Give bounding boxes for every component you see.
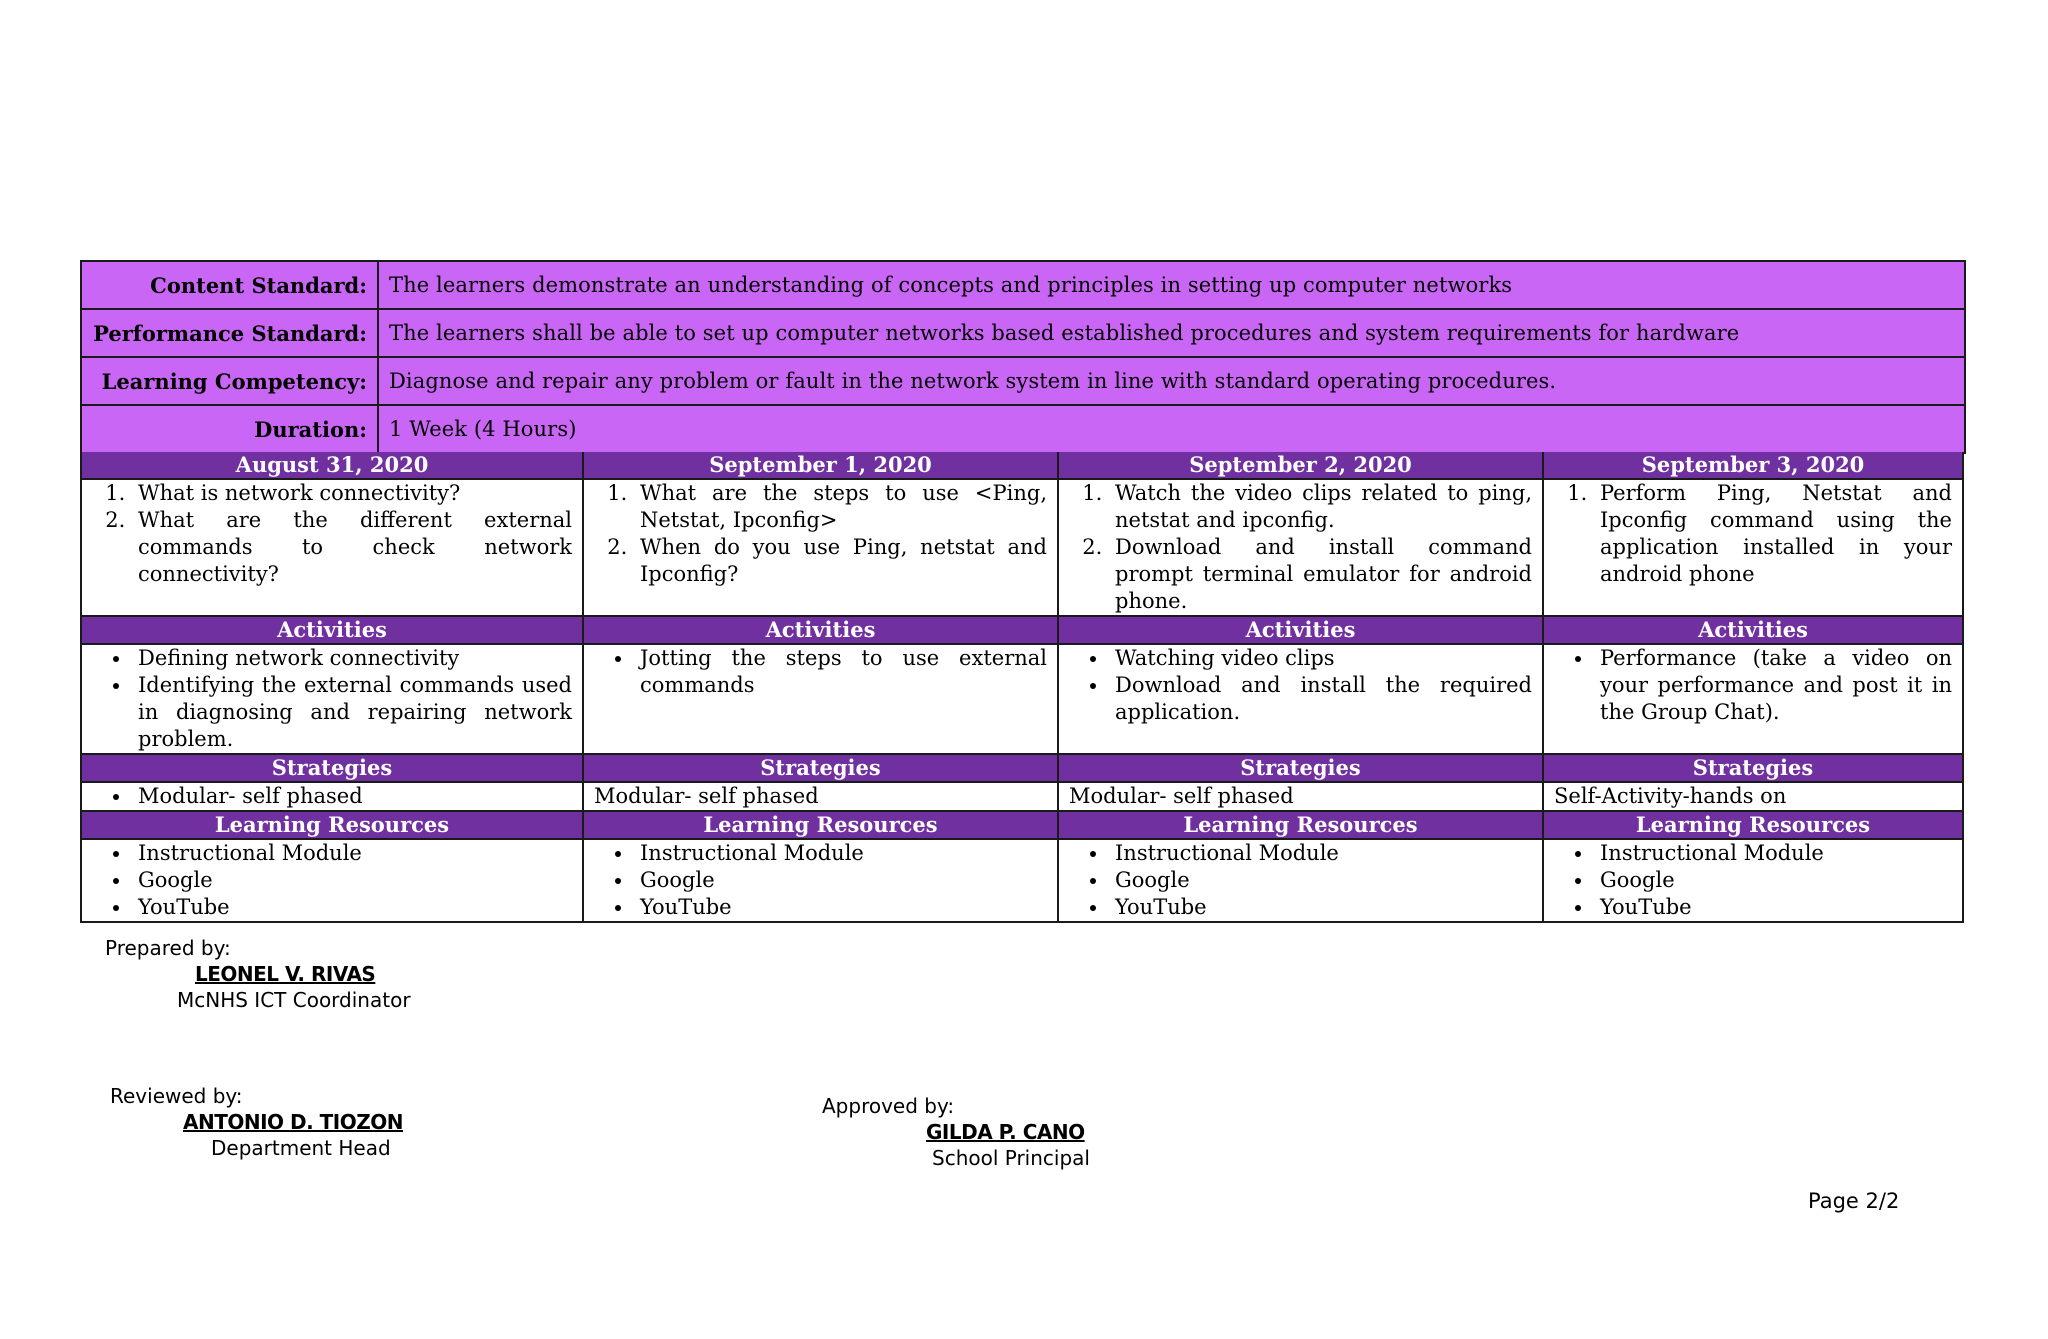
list-item: • YouTube xyxy=(132,894,572,921)
standard-row xyxy=(81,309,1965,357)
list-item: • Google xyxy=(1594,867,1952,894)
standard-label: Duration: xyxy=(81,405,378,453)
list-item: • Download and install the required application. xyxy=(1109,672,1532,726)
prepared-by-block xyxy=(105,936,411,1012)
standard-value: The learners shall be able to set up computer networks based established procedures and system requirements for hardware xyxy=(378,309,1965,357)
strategy-cell xyxy=(82,783,584,812)
list-item: 2. Download and install command prompt terminal emulator for android phone. xyxy=(1109,534,1532,615)
activities-header: Activities xyxy=(584,617,1059,645)
resources-cell xyxy=(1544,840,1964,923)
standard-value: Diagnose and repair any problem or fault in the network system in line with standard operating procedures. xyxy=(378,357,1965,405)
activities-cell-list xyxy=(1552,645,1952,726)
reviewed-title: Department Head xyxy=(211,1136,391,1160)
resources-cell xyxy=(1059,840,1544,923)
strategy-cell: Modular- self phased xyxy=(1059,783,1544,812)
reviewed-caption: Reviewed by: xyxy=(110,1084,243,1108)
list-item: 2. What are the different external commands to check network connectivity? xyxy=(132,507,572,588)
activities-header: Activities xyxy=(1544,617,1964,645)
schedule-grid xyxy=(80,452,1964,923)
standard-value: The learners demonstrate an understanding of concepts and principles in setting up computer networks xyxy=(378,261,1965,309)
standard-label: Content Standard: xyxy=(81,261,378,309)
questions-cell xyxy=(1059,480,1544,617)
strategies-header: Strategies xyxy=(1544,755,1964,783)
list-item: • Performance (take a video on your performance and post it in the Group Chat). xyxy=(1594,645,1952,726)
resources-header: Learning Resources xyxy=(584,812,1059,840)
resources-cell xyxy=(82,840,584,923)
questions-cell-list xyxy=(1067,480,1532,615)
strategies-header: Strategies xyxy=(82,755,584,783)
reviewed-name: ANTONIO D. TIOZON xyxy=(183,1110,403,1134)
questions-cell xyxy=(82,480,584,617)
list-item: • Google xyxy=(634,867,1047,894)
questions-cell xyxy=(1544,480,1964,617)
resources-header: Learning Resources xyxy=(82,812,584,840)
standards-table xyxy=(80,260,1966,454)
strategy-list xyxy=(90,783,572,810)
list-item: • Jotting the steps to use external commands xyxy=(634,645,1047,699)
strategies-header: Strategies xyxy=(1059,755,1544,783)
activities-cell-list xyxy=(592,645,1047,699)
prepared-caption: Prepared by: xyxy=(105,936,231,960)
page-number: Page 2/2 xyxy=(1808,1189,1900,1213)
list-item: 2. When do you use Ping, netstat and Ipconfig? xyxy=(634,534,1047,588)
list-item: 1. What are the steps to use <Ping, Netstat, Ipconfig> xyxy=(634,480,1047,534)
questions-cell-list xyxy=(1552,480,1952,588)
list-item: • Instructional Module xyxy=(132,840,572,867)
standard-row xyxy=(81,405,1965,453)
strategy-cell: Self-Activity-hands on xyxy=(1544,783,1964,812)
list-item: • Identifying the external commands used in diagnosing and repairing network problem. xyxy=(132,672,572,753)
standard-row xyxy=(81,261,1965,309)
approved-by-block xyxy=(822,1094,1090,1170)
questions-cell-list xyxy=(592,480,1047,588)
standard-value: 1 Week (4 Hours) xyxy=(378,405,1965,453)
activities-cell xyxy=(82,645,584,755)
resources-cell-list xyxy=(90,840,572,921)
resources-cell-list xyxy=(592,840,1047,921)
list-item: 1. Perform Ping, Netstat and Ipconfig command using the application installed in your android phone xyxy=(1594,480,1952,588)
activities-cell-list xyxy=(1067,645,1532,726)
standard-row xyxy=(81,357,1965,405)
list-item: • YouTube xyxy=(634,894,1047,921)
activities-cell xyxy=(1544,645,1964,755)
strategy-cell: Modular- self phased xyxy=(584,783,1059,812)
list-item: • Instructional Module xyxy=(634,840,1047,867)
activities-header: Activities xyxy=(82,617,584,645)
lesson-plan-sheet xyxy=(80,260,1966,923)
date-header: September 3, 2020 xyxy=(1544,452,1964,480)
prepared-name: LEONEL V. RIVAS xyxy=(195,962,376,986)
questions-cell-list xyxy=(90,480,572,588)
strategies-header: Strategies xyxy=(584,755,1059,783)
resources-cell xyxy=(584,840,1059,923)
date-header: September 2, 2020 xyxy=(1059,452,1544,480)
activities-cell xyxy=(1059,645,1544,755)
list-item: • Watching video clips xyxy=(1109,645,1532,672)
approved-name: GILDA P. CANO xyxy=(926,1120,1085,1144)
reviewed-by-block xyxy=(110,1084,403,1160)
standard-label: Learning Competency: xyxy=(81,357,378,405)
resources-header: Learning Resources xyxy=(1544,812,1964,840)
date-header: August 31, 2020 xyxy=(82,452,584,480)
activities-header: Activities xyxy=(1059,617,1544,645)
list-item: • Modular- self phased xyxy=(132,783,572,810)
prepared-title: McNHS ICT Coordinator xyxy=(177,988,411,1012)
list-item: 1. What is network connectivity? xyxy=(132,480,572,507)
date-header: September 1, 2020 xyxy=(584,452,1059,480)
resources-header: Learning Resources xyxy=(1059,812,1544,840)
list-item: • Google xyxy=(132,867,572,894)
list-item: • Instructional Module xyxy=(1109,840,1532,867)
resources-cell-list xyxy=(1552,840,1952,921)
standard-label: Performance Standard: xyxy=(81,309,378,357)
list-item: • YouTube xyxy=(1594,894,1952,921)
approved-title: School Principal xyxy=(932,1146,1090,1170)
list-item: • YouTube xyxy=(1109,894,1532,921)
resources-cell-list xyxy=(1067,840,1532,921)
approved-caption: Approved by: xyxy=(822,1094,955,1118)
activities-cell xyxy=(584,645,1059,755)
list-item: • Defining network connectivity xyxy=(132,645,572,672)
activities-cell-list xyxy=(90,645,572,753)
list-item: • Google xyxy=(1109,867,1532,894)
list-item: • Instructional Module xyxy=(1594,840,1952,867)
questions-cell xyxy=(584,480,1059,617)
list-item: 1. Watch the video clips related to ping, netstat and ipconfig. xyxy=(1109,480,1532,534)
